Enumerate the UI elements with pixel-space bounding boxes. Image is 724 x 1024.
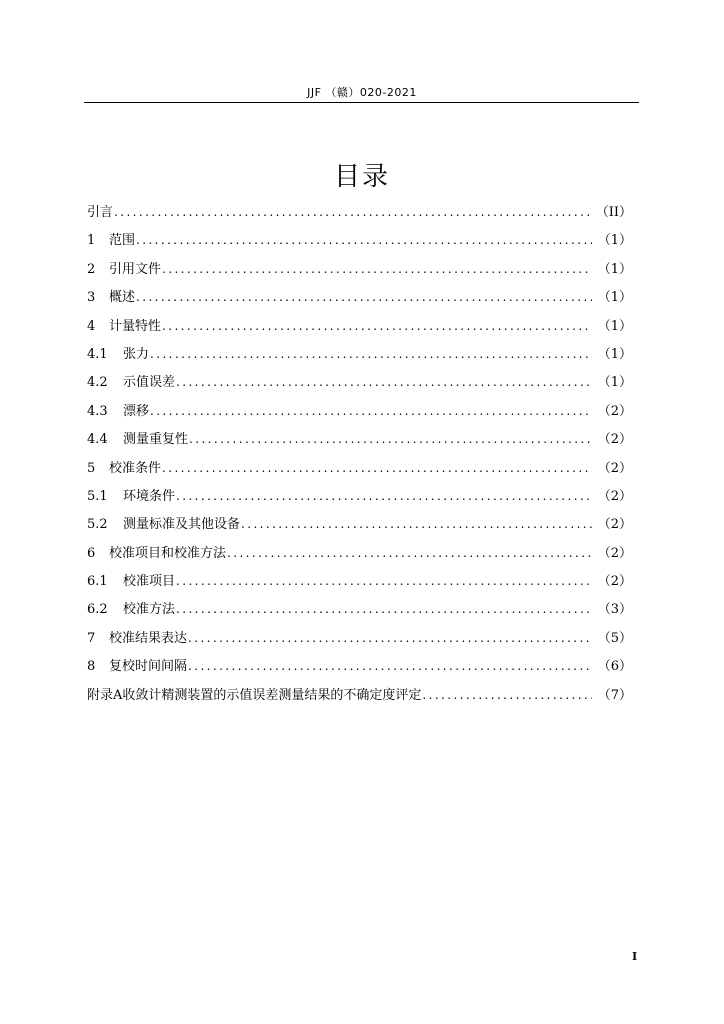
toc-leader-dots (188, 624, 592, 652)
toc-entry-page: （2） (597, 403, 632, 419)
toc-leader-dots (241, 510, 592, 538)
toc-entry-label: 示值误差 (123, 375, 176, 391)
toc-entry-label: 校准方法 (123, 602, 176, 618)
toc-entry-page: （2） (597, 460, 632, 476)
running-header: JJF （赣）020-2021 (307, 86, 417, 99)
toc-entry-label: 环境条件 (123, 488, 176, 504)
toc-entry-page: （7） (597, 687, 632, 703)
page-title: 目录 (333, 162, 390, 192)
toc-entry-number: 5 (87, 460, 96, 476)
toc-entry-page: （1） (597, 375, 632, 391)
toc-entry-number: 5.2 (87, 517, 108, 533)
toc-entry-number: 1 (87, 233, 96, 249)
toc-entry-number: 4.4 (87, 432, 108, 448)
toc-entry-label: 校准条件 (109, 460, 162, 476)
toc-leader-dots (176, 368, 592, 396)
toc-entry-label: 计量特性 (109, 318, 162, 334)
toc-entry-4-3[interactable] (87, 397, 632, 425)
toc-leader-dots (176, 482, 592, 510)
toc-entry-1[interactable] (87, 226, 632, 254)
toc-entry-label: 漂移 (123, 403, 150, 419)
toc-entry-label: 引用文件 (109, 261, 162, 277)
toc-entry-page: （2） (597, 488, 632, 504)
toc-entry-number: 7 (87, 630, 96, 646)
toc-entry-6[interactable] (87, 539, 632, 567)
toc-entry-4-4[interactable] (87, 425, 632, 453)
toc-entry-number: 6 (87, 545, 96, 561)
toc-leader-dots (422, 681, 591, 709)
toc-entry-page: （1） (597, 261, 632, 277)
toc-entry-label: 校准结果表达 (109, 630, 188, 646)
toc-entry-label: 引言 (87, 205, 114, 220)
toc-entry-number: 8 (87, 659, 96, 675)
toc-leader-dots (162, 255, 592, 283)
toc-leader-dots (189, 425, 592, 453)
toc-entry-number: 5.1 (87, 488, 108, 504)
toc-entry-7[interactable] (87, 624, 632, 652)
toc-entry-8[interactable] (87, 652, 632, 680)
toc-entry-label: 测量标准及其他设备 (123, 517, 241, 533)
toc-entry-page: （6） (597, 659, 632, 675)
toc-entry-page: （2） (597, 517, 632, 533)
toc-entry-number: 4.1 (87, 346, 108, 362)
toc-entry-5-1[interactable] (87, 482, 632, 510)
toc-leader-dots (136, 226, 592, 254)
toc-entry-number: 6.1 (87, 574, 108, 590)
page-number: I (632, 950, 638, 963)
toc-entry-number: 4.3 (87, 403, 108, 419)
toc-leader-dots (114, 198, 590, 226)
toc-entry-foreword[interactable] (87, 198, 632, 226)
header-rule (84, 102, 639, 103)
toc-entry-label: 概述 (109, 290, 136, 306)
toc-entry-4[interactable] (87, 312, 632, 340)
toc-entry-4-1[interactable] (87, 340, 632, 368)
toc-entry-page: （2） (597, 574, 632, 590)
toc-entry-label: 校准项目 (123, 574, 176, 590)
toc-entry-label: 测量重复性 (123, 432, 189, 448)
toc-entry-page: （2） (597, 545, 632, 561)
toc-entry-5-2[interactable] (87, 510, 632, 538)
toc-entry-appendix-a[interactable] (87, 681, 632, 709)
toc-entry-number: 4 (87, 318, 96, 334)
toc-leader-dots (176, 595, 592, 623)
toc-entry-page: （1） (597, 346, 632, 362)
toc-entry-number: 4.2 (87, 375, 108, 391)
toc-leader-dots (136, 283, 592, 311)
toc-entry-number: 3 (87, 290, 96, 306)
toc-entry-label: 复校时间间隔 (109, 659, 188, 675)
toc-entry-label: 附录A收敛计精测装置的示值误差测量结果的不确定度评定 (87, 687, 422, 703)
toc-entry-3[interactable] (87, 283, 632, 311)
toc-entry-label: 范围 (109, 233, 136, 249)
table-of-contents (87, 198, 632, 709)
toc-entry-6-2[interactable] (87, 595, 632, 623)
toc-entry-label: 校准项目和校准方法 (109, 545, 227, 561)
toc-entry-number: 6.2 (87, 602, 108, 618)
toc-leader-dots (162, 454, 592, 482)
toc-entry-page: （II） (595, 205, 632, 220)
toc-entry-6-1[interactable] (87, 567, 632, 595)
toc-entry-page: （5） (597, 630, 632, 646)
toc-entry-page: （3） (597, 602, 632, 618)
toc-leader-dots (150, 397, 592, 425)
toc-entry-page: （2） (597, 432, 632, 448)
toc-entry-page: （1） (597, 318, 632, 334)
toc-leader-dots (176, 567, 592, 595)
toc-entry-page: （1） (597, 233, 632, 249)
toc-entry-2[interactable] (87, 255, 632, 283)
toc-entry-label: 张力 (123, 346, 150, 362)
toc-entry-number: 2 (87, 261, 96, 277)
toc-entry-4-2[interactable] (87, 368, 632, 396)
toc-entry-5[interactable] (87, 454, 632, 482)
toc-leader-dots (150, 340, 592, 368)
toc-entry-page: （1） (597, 290, 632, 306)
toc-leader-dots (188, 652, 592, 680)
toc-leader-dots (227, 539, 592, 567)
toc-leader-dots (162, 312, 592, 340)
